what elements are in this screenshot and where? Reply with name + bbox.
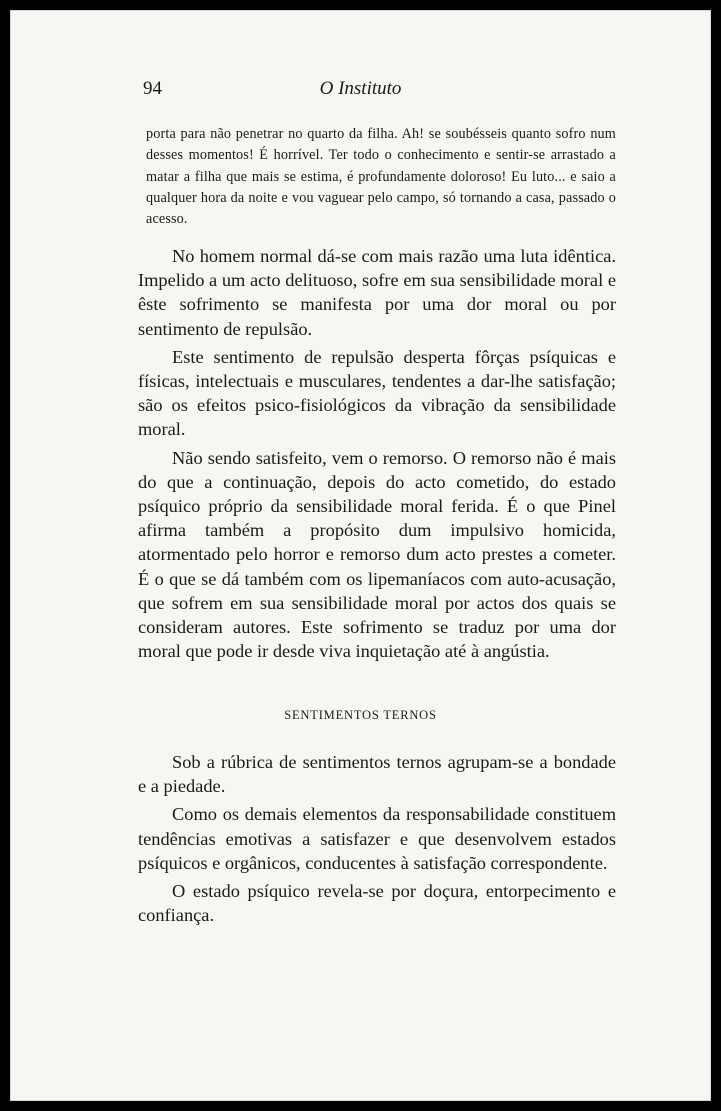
running-title: O Instituto	[319, 78, 402, 99]
main-text	[138, 244, 616, 667]
paragraph: Este sentimento de repulsão desperta fôrças psíquicas e físicas, intelectuais e musculares, tendentes a dar-lhe satisfação; são os efeitos psico-fisiológicos da vibração da sensibilidade moral.	[138, 346, 616, 440]
paragraph: Como os demais elementos da responsabilidade constituem tendências emotivas a satisfazer e que desenvolvem estados psíquicos e orgânicos, conducentes à satisfação correspondente.	[138, 804, 616, 873]
page-header	[10, 78, 711, 108]
page-number: 94	[143, 78, 162, 99]
paragraph: Sob a rúbrica de sentimentos ternos agrupam-se a bondade e a piedade.	[138, 752, 616, 797]
paragraph: O estado psíquico revela-se por doçura, entorpecimento e confiança.	[138, 881, 616, 926]
book-page	[10, 10, 711, 1101]
section-text	[138, 750, 616, 931]
paragraph: No homem normal dá-se com mais razão uma luta idêntica. Impelido a um acto delituoso, sofre em sua sensibilidade moral e êste sofrimento se manifesta por uma dor moral ou por sentimento de repulsão.	[138, 246, 616, 339]
section-heading: SENTIMENTOS TERNOS	[284, 708, 437, 722]
paragraph: Não sendo satisfeito, vem o remorso. O remorso não é mais do que a continuação, depois do acto cometido, do estado psíquico próprio da sensibilidade moral ferida. É o que Pinel afirma também a propósito dum impulsivo homicida, atormentado pelo horror e remorso dum acto prestes a cometer. É o que se dá também com os lipemaníacos com auto-acusação, que sofrem em sua sensibilidade moral por actos dos quais se consideram autores. Este sofrimento se traduz por uma dor moral que pode ir desde viva inquietação até à angústia.	[138, 447, 616, 662]
quoted-passage: porta para não penetrar no quarto da filha. Ah! se soubésseis quanto sofro num desses momentos! É horrível. Ter todo o conhecimento e sentir-se arrastado a matar a filha que mais se estima, é profundamente doloroso! Eu luto... e saio a qualquer hora da noite e vou vaguear pelo campo, só tornando a casa, passado o acesso.	[146, 126, 616, 228]
